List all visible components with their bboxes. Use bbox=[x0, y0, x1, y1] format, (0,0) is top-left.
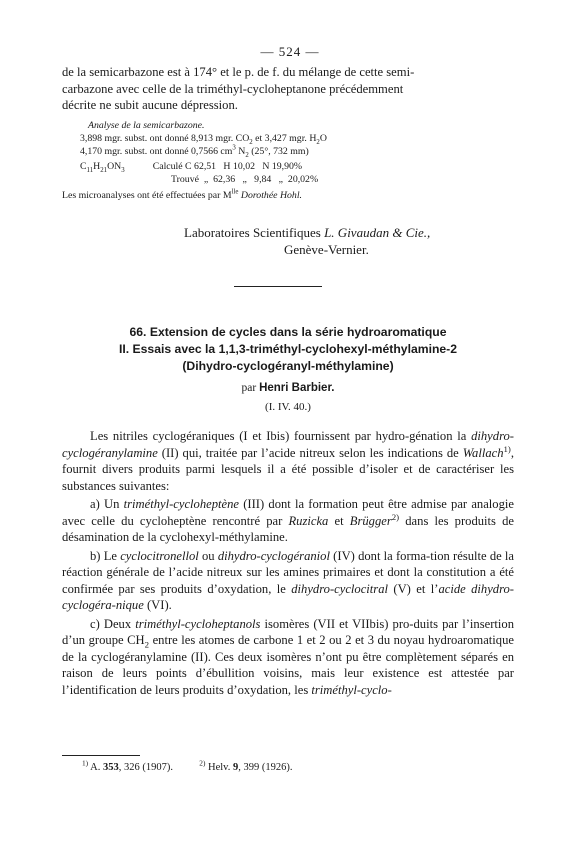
analysis-block bbox=[62, 119, 514, 202]
footnote-1: $^{1)}$ A. 353, 326 (1907). bbox=[82, 758, 174, 773]
page-number: — 524 — bbox=[260, 44, 320, 59]
section-divider bbox=[234, 286, 322, 287]
footnotes bbox=[82, 758, 482, 773]
intro-line-3: décrite ne subit aucune dépression. bbox=[62, 98, 238, 112]
intro-paragraph bbox=[62, 64, 514, 114]
intro-line-2: carbazone avec celle de la triméthyl-cycloheptanone précédemment bbox=[62, 81, 404, 96]
microanalysis-note: Les microanalyses ont été effectuées par $M^{lle}$ Dorothée Hohl. bbox=[62, 188, 303, 201]
main-text bbox=[62, 428, 514, 698]
analysis-line-1: 3,898 mgr. subst. ont donné 8,913 mgr. $CO_2$ et 3,427 mgr. $H_2O$ bbox=[80, 133, 327, 146]
author-name: Henri Barbier. bbox=[259, 382, 335, 394]
lab-line-1: Laboratoires Scientifiques L. Givaudan & Cie., bbox=[184, 225, 431, 240]
paragraph-b: b) Le cyclocitronellol ou dihydro-cyclogéraniol (IV) dont la forma-tion résulte de la réaction générale de l’acide nitreux sur les amines primaires et dont la constitution a été confirmée par ses produits d’oxydation, le dihydro-cyclocitral (V) et l’acide dihydro-cyclogéra-nique (VI). bbox=[62, 548, 515, 612]
analysis-line-2: 4,170 mgr. subst. ont donné 0,7566 $cm^3$ $N_2$ (25°, 732 mm) bbox=[80, 144, 309, 159]
title-line-2: II. Essais avec la 1,1,3-triméthyl-cyclohexyl-méthylamine-2 bbox=[118, 342, 458, 356]
paragraph-a: a) Un triméthyl-cycloheptène (III) dont la formation peut être admise par analogie avec celle du cycloheptène rencontré par Ruzicka et Brügger$^{2)}$ dans les produits de désamination de la cyclohexyl-méthylamine. bbox=[62, 497, 514, 544]
intro-line-1: de la semicarbazone est à 174° et le p. de f. du mélange de cette semi- bbox=[62, 65, 415, 79]
analysis-title: Analyse de la semicarbazone. bbox=[88, 120, 205, 131]
footnote-divider bbox=[62, 755, 140, 756]
analysis-calc-line: $C_{11}H_{21}ON_3$ Calculé C 62,51 H 10,02 N 19,90% bbox=[80, 161, 303, 174]
paragraph-1: Les nitriles cyclogéraniques (I et Ibis) fournissent par hydro-génation la dihydro-cyclogéranylamine (II) qui, traitée par l’acide nitreux selon les indications de Wallach$^{1)}$, fournit divers produits parmi lesquels il a été possible d’isoler et de caractériser les substances suivantes: bbox=[62, 429, 514, 493]
title-line-1: 66. Extension de cycles dans la série hydroaromatique bbox=[129, 325, 447, 339]
received-date: (I. IV. 40.) bbox=[265, 401, 311, 413]
author-byline: par Henri Barbier. bbox=[241, 382, 335, 394]
molecular-formula: $C_{11}H_{21}ON_3$ bbox=[80, 161, 125, 174]
lab-line-2: Genève-Vernier. bbox=[284, 242, 369, 257]
paragraph-c: c) Deux triméthyl-cycloheptanols isomères (VII et VIIbis) pro-duits par l’insertion d’un groupe $CH_2$ entre les atomes de carbone 1 et 2 ou 2 et 3 du noyau hydroaromatique de la cyclogéranylamine (II). Ces deux isomères n’ont pu être complètement séparés en raison de leurs points d’ébullition voisins, mais leur existence est attestée par l’identification de leurs produits d’oxydation, les triméthyl-cyclo- bbox=[62, 616, 514, 697]
article-title bbox=[62, 324, 514, 375]
footnote-2: $^{2)}$ Helv. 9, 399 (1926). bbox=[199, 758, 293, 773]
analysis-found-line: Trouvé „ 62,36 „ 9,84 „ 20,02% bbox=[171, 174, 319, 185]
title-line-3: (Dihydro-cyclogéranyl-méthylamine) bbox=[182, 359, 394, 373]
laboratory-signature bbox=[184, 224, 514, 258]
